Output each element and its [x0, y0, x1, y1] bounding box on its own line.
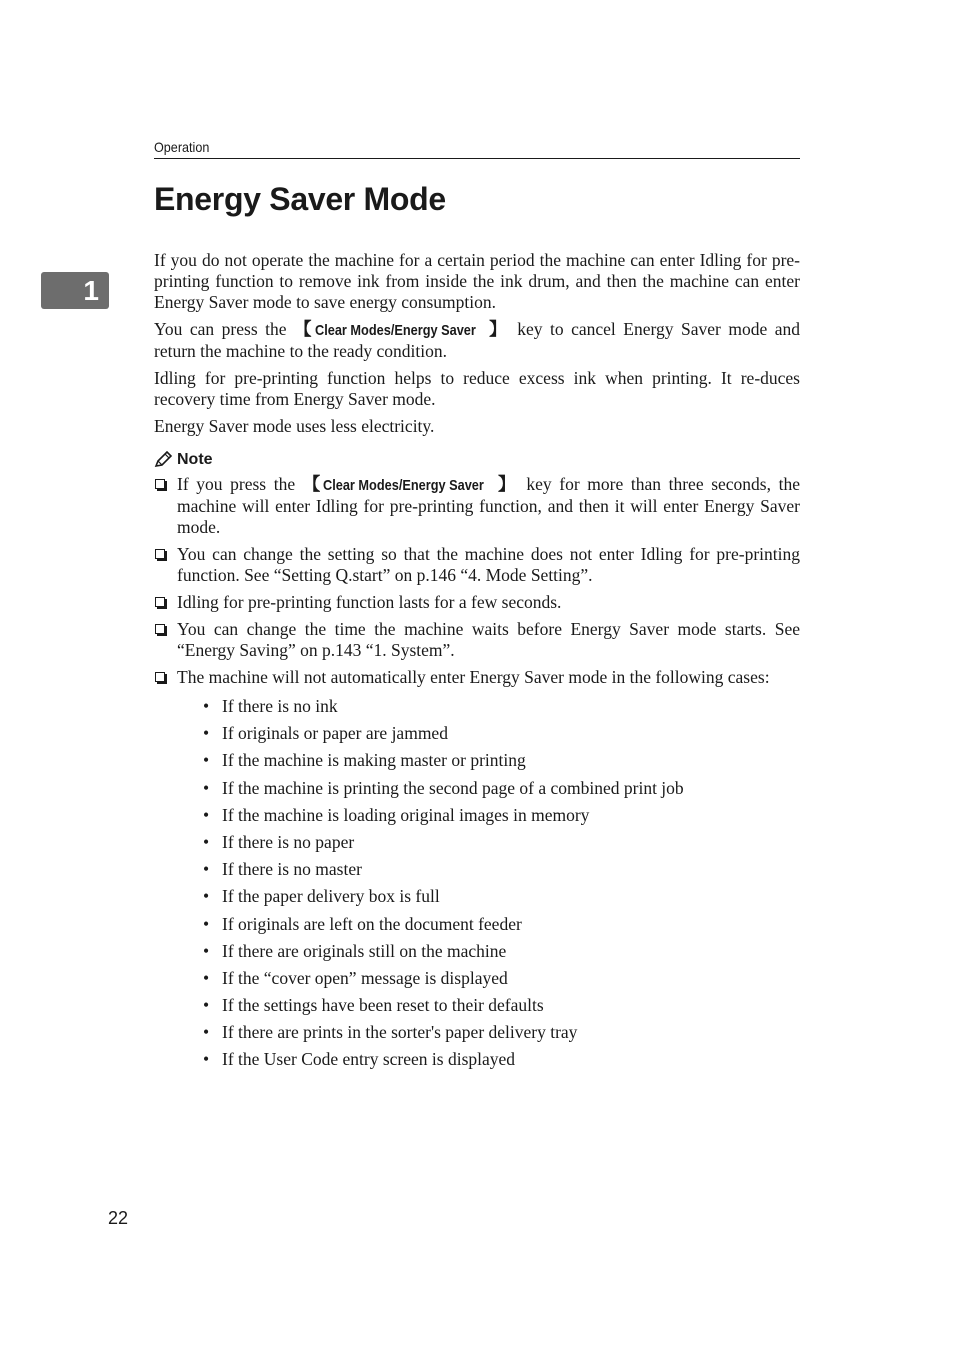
cancel-paragraph — [154, 319, 800, 362]
text: You can press the — [154, 319, 295, 339]
pencil-icon — [154, 451, 173, 468]
running-header: Operation — [154, 139, 210, 155]
bullet-icon: • — [203, 886, 210, 907]
note-item — [154, 592, 800, 613]
case-item — [177, 914, 800, 935]
case-text: If there are prints in the sorter's paper delivery tray — [222, 1022, 578, 1043]
checkbox-icon — [155, 549, 165, 559]
bracket-open: 【 — [302, 474, 324, 494]
case-item — [177, 941, 800, 962]
case-text: If the settings have been reset to their defaults — [222, 995, 544, 1016]
case-text: If originals are left on the document feeder — [222, 913, 522, 934]
text: The machine will not automatically enter Energy Saver mode in the following cases: — [177, 667, 770, 687]
bracket-open: 【 — [294, 319, 315, 339]
bullet-icon: • — [203, 913, 210, 934]
case-text: If there is no paper — [222, 831, 355, 852]
clear-modes-key-label: Clear Modes/Energy Saver — [314, 322, 476, 339]
case-text: If the machine is loading original images in memory — [222, 804, 590, 825]
chapter-tab: 1 — [41, 272, 109, 309]
bullet-icon: • — [203, 1022, 210, 1043]
bullet-icon: • — [203, 967, 210, 988]
bracket-close: 】 — [494, 474, 519, 494]
page-title: Energy Saver Mode — [154, 181, 446, 217]
bullet-icon: • — [203, 1049, 210, 1070]
case-item — [177, 968, 800, 989]
note-item — [154, 619, 800, 661]
checkbox-icon — [155, 597, 165, 607]
case-text: If the machine is printing the second page of a combined print job — [222, 777, 684, 798]
note-item — [154, 544, 800, 586]
case-item — [177, 696, 800, 717]
case-item — [177, 750, 800, 771]
bullet-icon: • — [203, 831, 210, 852]
case-text: If there are originals still on the machine — [222, 940, 507, 961]
case-item — [177, 886, 800, 907]
case-item — [177, 1049, 800, 1070]
checkbox-icon — [155, 672, 165, 682]
case-text: If the User Code entry screen is displayed — [222, 1049, 516, 1070]
checkbox-icon — [155, 479, 165, 489]
intro-paragraph: If you do not operate the machine for a certain period the machine can enter Idling for pre-printing function to remove ink from inside the ink drum, and then the machine can enter Energy Saver mode to save energy consumption. — [154, 250, 800, 312]
bullet-icon: • — [203, 696, 210, 716]
cases-list — [177, 696, 800, 1070]
case-item — [177, 778, 800, 799]
bullet-icon: • — [203, 804, 210, 825]
note-list — [154, 474, 800, 1070]
header-rule — [154, 158, 800, 159]
bullet-icon: • — [203, 723, 210, 744]
case-item — [177, 805, 800, 826]
bullet-icon: • — [203, 940, 210, 961]
checkbox-icon — [155, 624, 165, 634]
text: You can change the time the machine waits before Energy Saver mode starts. See “Energy Saving” on p.143 “1. System”. — [177, 619, 800, 660]
case-text: If there is no ink — [222, 696, 338, 716]
electricity-paragraph: Energy Saver mode uses less electricity. — [154, 416, 435, 436]
case-text: If there is no master — [222, 859, 362, 880]
case-item — [177, 1022, 800, 1043]
case-text: If the machine is making master or printing — [222, 750, 526, 771]
case-text: If the paper delivery box is full — [222, 886, 440, 907]
case-item — [177, 723, 800, 744]
bullet-icon: • — [203, 859, 210, 880]
text: key for more than three seconds, the machine will enter Idling for pre-printing function, and then it will enter Energy Saver mode. — [177, 474, 800, 537]
text: key to cancel Energy Saver mode and return the machine to the ready condition. — [154, 319, 800, 361]
main-content — [154, 250, 800, 1077]
note-label: Note — [177, 451, 213, 468]
note-item — [154, 474, 800, 538]
page-number: 22 — [108, 1208, 129, 1228]
case-item — [177, 859, 800, 880]
case-item — [177, 995, 800, 1016]
bullet-icon: • — [203, 750, 210, 771]
bullet-icon: • — [203, 995, 210, 1016]
bracket-close: 】 — [485, 319, 510, 339]
bullet-icon: • — [203, 777, 210, 798]
idling-paragraph: Idling for pre-printing function helps to reduce excess ink when printing. It re-duces recovery time from Energy Saver mode. — [154, 368, 800, 409]
text: You can change the setting so that the machine does not enter Idling for pre-printing function. See “Setting Q.start” on p.146 “4. Mode Setting”. — [177, 544, 800, 585]
text: If you press the — [177, 474, 303, 494]
text: Idling for pre-printing function lasts for a few seconds. — [177, 592, 562, 612]
case-text: If the “cover open” message is displayed — [222, 967, 508, 988]
case-text: If originals or paper are jammed — [222, 723, 448, 744]
case-item — [177, 832, 800, 853]
clear-modes-key-label: Clear Modes/Energy Saver — [323, 477, 485, 494]
note-heading — [154, 449, 800, 470]
note-item — [154, 667, 800, 1070]
